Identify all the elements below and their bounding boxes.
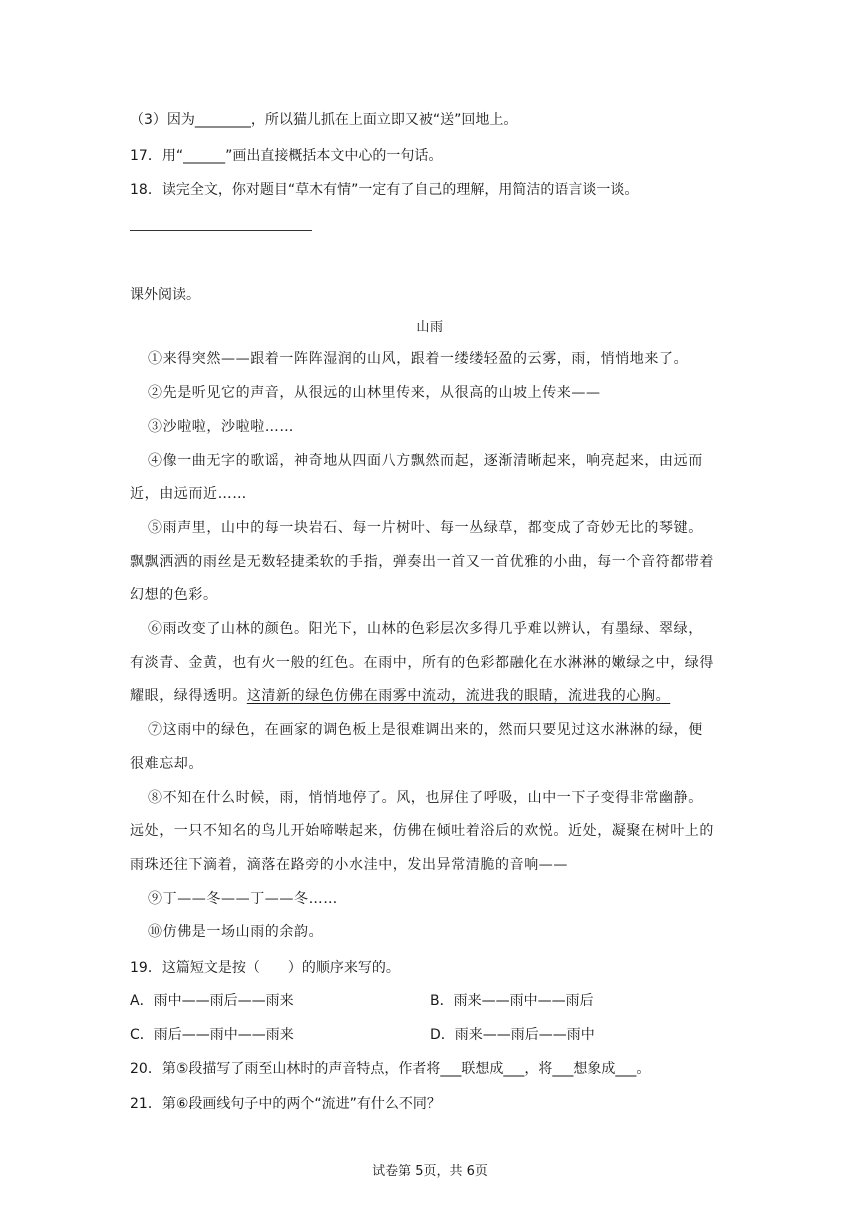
article-para-3: ③沙啦啦，沙啦啦……: [148, 419, 294, 435]
article-para-5-line3: 幻想的色彩。: [130, 587, 218, 603]
article-para-10: ⑩仿佛是一场山雨的余韵。: [148, 924, 324, 940]
article-para-7-line1: ⑦这雨中的绿色，在画家的调色板上是很难调出来的，然而只要见过这水淋淋的绿，便: [148, 722, 703, 738]
article-para-8-line3: 雨珠还往下滴着，滴落在路旁的小水洼中，发出异常清脆的音响——: [130, 857, 568, 873]
article-para-5-line1: ⑤雨声里，山中的每一块岩石、每一片树叶、每一丛绿草，都变成了奇妙无比的琴键。: [148, 520, 703, 536]
question-19-option-c: C．雨后——雨中——雨来: [130, 1027, 294, 1043]
article-para-5-line2: 飘飘洒洒的雨丝是无数轻捷柔软的手指，弹奏出一首又一首优雅的小曲，每一个音符都带着: [130, 554, 714, 570]
question-3-partial: （3）因为________，所以猫儿抓在上面立即又被“送”回地上。: [130, 112, 518, 128]
article-para-7-line2: 很难忘却。: [130, 756, 203, 772]
question-19-option-a: A．雨中——雨后——雨来: [130, 993, 294, 1009]
article-title: 山雨: [416, 320, 444, 335]
article-para-4-line1: ④像一曲无字的歌谣，神奇地从四面八方飘然而起，逐渐清晰起来，响亮起来，由远而: [148, 453, 703, 469]
article-para-8-line1: ⑧不知在什么时候，雨，悄悄地停了。风，也屏住了呼吸，山中一下子变得非常幽静。: [148, 790, 703, 806]
underlined-sentence: 这清新的绿色仿佛在雨雾中流动，流进我的眼睛，流进我的心胸。: [246, 688, 671, 704]
answer-blank-line: [130, 230, 312, 231]
article-para-6-line1: ⑥雨改变了山林的颜色。阳光下，山林的色彩层次多得几乎难以辨认，有墨绿、翠绿，: [148, 621, 703, 637]
page-footer: 试卷第 5页，共 6页: [372, 1164, 488, 1179]
question-17: 17．用“______”画出直接概括本文中心的一句话。: [130, 148, 443, 164]
article-para-6-line3: [130, 686, 670, 706]
question-19-stem: 19．这篇短文是按（ ）的顺序来写的。: [130, 960, 400, 976]
article-para-2: ②先是听见它的声音，从很远的山林里传来，从很高的山坡上传来——: [148, 385, 601, 401]
question-19-option-b: B．雨来——雨中——雨后: [430, 993, 594, 1009]
question-18: 18．读完全文，你对题目“草木有情”一定有了自己的理解，用简洁的语言谈一谈。: [130, 182, 639, 198]
question-19-option-d: D．雨来——雨后——雨中: [430, 1027, 595, 1043]
article-para-8-line2: 远处，一只不知名的鸟儿开始啼啭起来，仿佛在倾吐着浴后的欢悦。近处，凝聚在树叶上的: [130, 823, 714, 839]
article-para-4-line2: 近，由远而近……: [130, 486, 247, 502]
article-para-6-line2: 有淡青、金黄，也有火一般的红色。在雨中，所有的色彩都融化在水淋淋的嫩绿之中，绿得: [130, 655, 714, 671]
question-21: 21．第⑥段画线句子中的两个“流进”有什么不同？: [130, 1096, 441, 1112]
question-20: 20．第⑤段描写了雨至山林时的声音特点，作者将___联想成___，将___想象成___。: [130, 1061, 651, 1077]
article-para-6-text: 耀眼，绿得透明。: [130, 688, 247, 704]
section-label: 课外阅读。: [130, 287, 200, 303]
article-para-1: ①来得突然——跟着一阵阵湿润的山风，跟着一缕缕轻盈的云雾，雨，悄悄地来了。: [148, 351, 689, 367]
article-para-9: ⑨丁——冬——丁——冬……: [148, 891, 338, 907]
